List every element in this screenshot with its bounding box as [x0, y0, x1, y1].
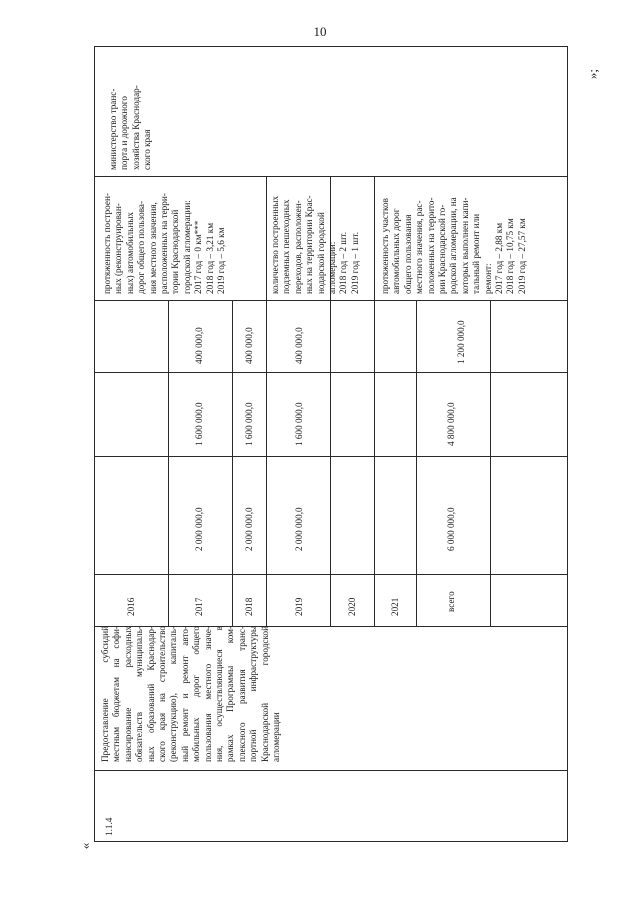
- description-line: (реконструкцию), капиталь-: [168, 626, 179, 762]
- description-line: портной инфраструктуры: [248, 626, 259, 762]
- result-line: ных (реконструирован-: [113, 203, 124, 294]
- result-line: нодарской городской: [315, 212, 326, 294]
- result-line: 2019 год – 5,6 км: [216, 227, 227, 294]
- description-line: обязательств муниципаль-: [134, 626, 145, 762]
- separator-results-executor: [94, 176, 568, 177]
- result-line: ремонт:: [482, 263, 493, 294]
- description-line: пользования местного значе-: [202, 626, 213, 762]
- description-line: агломерации: [271, 712, 282, 762]
- description-line: плексного развития транс-: [236, 626, 247, 762]
- result-line: протяженность участков: [380, 198, 390, 294]
- result-line: подземных пешеходных: [281, 199, 292, 294]
- executor-line: порта и дорожного: [119, 96, 130, 170]
- result-line: местного значения, рас-: [414, 200, 425, 294]
- separator-years-total: [94, 574, 568, 575]
- description-line: ных образований Краснодар-: [145, 626, 156, 762]
- separator-number-description: [94, 770, 568, 771]
- result-line: родской агломерации, на: [448, 197, 459, 294]
- description-line: Предоставление субсидий: [100, 626, 110, 762]
- separator-regional-local: [94, 372, 568, 373]
- result-line: городской агломерации:: [181, 200, 192, 294]
- separator-2017-2018: [232, 300, 233, 626]
- year-label-total: всего: [446, 591, 456, 612]
- result-line: ния местного значения,: [147, 202, 158, 294]
- amount-local-2017: 400 000,0: [194, 327, 204, 364]
- amount-total-2019: 2 000 000,0: [294, 507, 304, 551]
- separator-total-regional: [94, 456, 568, 457]
- amount-regional-2017: 1 600 000,0: [194, 402, 204, 446]
- amount-regional-all: 4 800 000,0: [446, 402, 456, 446]
- executor-line: министерство транс-: [108, 88, 118, 170]
- amount-regional-2019: 1 600 000,0: [294, 402, 304, 446]
- result-roads-built: [102, 193, 227, 294]
- amount-total-2017: 2 000 000,0: [194, 507, 204, 551]
- page-number: 10: [313, 24, 327, 39]
- result-line: 2018 год – 10,75 км: [505, 218, 516, 294]
- amount-total-all: 6 000 000,0: [446, 507, 456, 551]
- result-line: общего пользования: [402, 214, 413, 294]
- result-line: дорог общего пользова-: [136, 200, 147, 294]
- year-label-2020: 2020: [347, 597, 357, 616]
- result-roads-repaired: [380, 197, 528, 294]
- table-border-bottom: [94, 841, 568, 842]
- executor-line: ского края: [142, 129, 153, 170]
- responsible-executor: [108, 85, 154, 170]
- year-label-2017: 2017: [194, 597, 204, 616]
- result-line: 2019 год – 1 шт.: [349, 232, 360, 294]
- opening-quote-mark: «: [77, 842, 93, 850]
- executor-line: хозяйства Краснодар-: [130, 85, 141, 170]
- result-line: протяженность построен-: [102, 193, 112, 294]
- result-line: переходов, расположен-: [292, 200, 303, 294]
- table-border-right: [567, 46, 568, 842]
- table-border-left: [94, 46, 95, 842]
- table-border-top: [94, 46, 568, 47]
- description-line: ского края на строительство: [157, 626, 168, 762]
- separator-total-row-end: [490, 300, 491, 626]
- separator-2020-2021: [374, 176, 375, 626]
- separator-2021-total: [416, 300, 417, 626]
- result-line: положенных на террито-: [425, 197, 436, 294]
- result-underpasses-built: [270, 195, 361, 294]
- amount-local-all: 1 200 000,0: [456, 320, 466, 364]
- separator-2018-2019: [266, 176, 267, 626]
- result-line: 2018 год – 3,21 км: [204, 222, 215, 294]
- amount-local-2019: 400 000,0: [294, 327, 304, 364]
- result-line: 2018 год – 2 шт.: [338, 232, 349, 294]
- description-line: нансирование расходных: [122, 626, 133, 762]
- result-line: ных) автомобильных: [124, 212, 135, 294]
- closing-quote-mark: »;: [585, 68, 601, 80]
- result-line: рии Краснодарской го-: [437, 204, 448, 294]
- result-line: расположенных на терри-: [159, 193, 170, 294]
- separator-local-results: [94, 300, 568, 301]
- description-line: мобильных дорог общего: [191, 626, 202, 762]
- measure-description: [100, 626, 283, 762]
- result-line: 2017 год – 0 км***: [193, 220, 204, 294]
- result-line: которых выполнен капи-: [459, 197, 470, 294]
- result-line: ных на территории Крас-: [304, 195, 315, 294]
- result-line: автомобильных дорог: [391, 208, 402, 294]
- year-label-2021: 2021: [390, 597, 400, 616]
- year-label-2019: 2019: [294, 597, 304, 616]
- result-line: тории Краснодарской: [170, 209, 181, 294]
- result-line: 2017 год – 2,88 км: [494, 222, 505, 294]
- amount-regional-2018: 1 600 000,0: [244, 402, 254, 446]
- description-line: рамках Программы ком-: [225, 626, 236, 762]
- result-line: 2019 год – 27,57 км: [516, 218, 527, 294]
- description-line: Краснодарской городской: [259, 626, 270, 762]
- description-line: ния, осуществляющиеся в: [214, 626, 225, 762]
- description-line: местным бюджетам на софи-: [111, 626, 122, 762]
- amount-local-2018: 400 000,0: [244, 327, 254, 364]
- row-number: 1.1.4: [104, 817, 114, 836]
- year-label-2016: 2016: [126, 597, 136, 616]
- result-line: агломерации:: [327, 241, 338, 294]
- description-line: ный ремонт и ремонт авто-: [179, 626, 190, 762]
- result-line: тальный ремонт или: [471, 213, 482, 294]
- separator-2016-2017: [168, 300, 169, 626]
- program-measure-table: [94, 46, 568, 842]
- amount-total-2018: 2 000 000,0: [244, 507, 254, 551]
- year-label-2018: 2018: [244, 597, 254, 616]
- result-line: количество построенных: [270, 195, 280, 294]
